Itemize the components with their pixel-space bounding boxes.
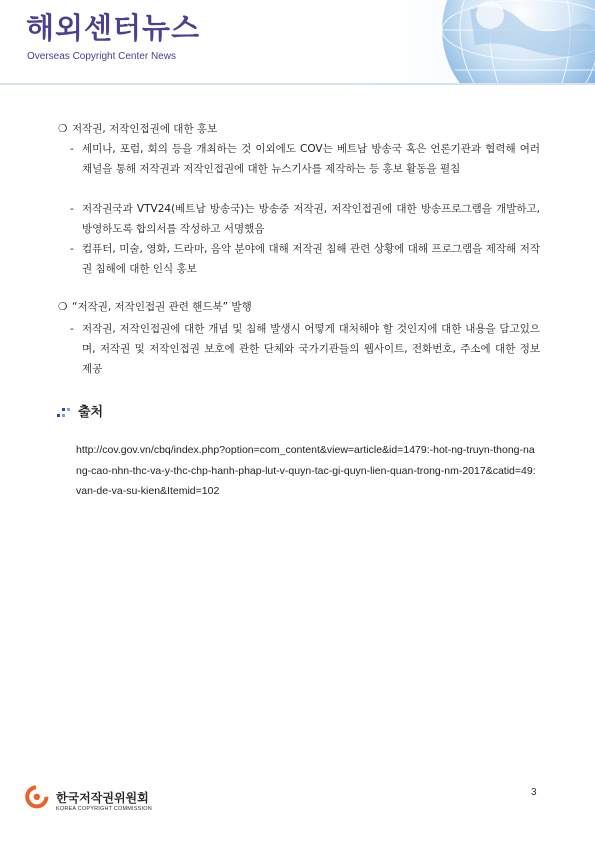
circle-bullet-icon: ❍ bbox=[58, 301, 68, 313]
section-heading: ❍ 저작권, 저작인접권에 대한 홍보 bbox=[58, 123, 218, 135]
section-heading: ❍ “저작권, 저작인접권 관련 핸드북” 발행 bbox=[58, 301, 252, 313]
list-item: - 저작권, 저작인접권에 대한 개념 및 침해 발생시 어떻게 대처해야 할 것인지에 대한 내용을 담고있으며, 저작권 및 저작인접권 보호에 관한 단체와 국가기관들의 웹사이트, 전화번호, 주소에 대한 정보 제공 bbox=[70, 323, 540, 375]
page-number: 3 bbox=[531, 787, 537, 798]
circle-bullet-icon: ❍ bbox=[58, 123, 68, 135]
header-divider bbox=[0, 83, 595, 85]
list-item: - 컴퓨터, 미술, 영화, 드라마, 음악 분야에 대해 저작권 침해 관련 상황에 대해 프로그램을 제작해 저작권 침해에 대한 인식 홍보 bbox=[70, 243, 540, 275]
org-name: 한국저작권위원회 bbox=[56, 791, 149, 805]
header-subtitle: Overseas Copyright Center News bbox=[27, 51, 176, 62]
header-title: 해외센터뉴스 bbox=[26, 11, 201, 45]
dots-icon bbox=[56, 407, 72, 419]
source-heading: 출처 bbox=[56, 401, 103, 420]
list-item: - 저작권국과 VTV24(베트남 방송국)는 방송중 저작권, 저작인접권에 대한 방송프로그램을 개발하고, 방영하도록 합의서를 작성하고 서명했음 bbox=[70, 203, 540, 235]
kcc-logo-icon bbox=[24, 784, 56, 816]
org-sub: KOREA COPYRIGHT COMMISSION bbox=[56, 806, 152, 812]
list-item: - 세미나, 포럼, 회의 등을 개최하는 것 이외에도 COV는 베트남 방송국 혹은 언론기관과 협력해 여러 채널을 통해 저작권과 저작인접권에 대한 뉴스기사를 제작하는 등 홍보 활동을 펼침 bbox=[70, 143, 540, 175]
page-header bbox=[0, 0, 595, 85]
source-url[interactable]: http://cov.gov.vn/cbq/index.php?option=com_content&view=article&id=1479:-hot-ng-truyn-thong-nang-cao-nhn-thc-va-y-thc-chp-hanh-phap-lut-v-quyn-tac-gi-quyn-lien-quan-trong-nm-2017&catid=49:van-de-va-su-kien&Itemid=102 bbox=[76, 444, 536, 497]
